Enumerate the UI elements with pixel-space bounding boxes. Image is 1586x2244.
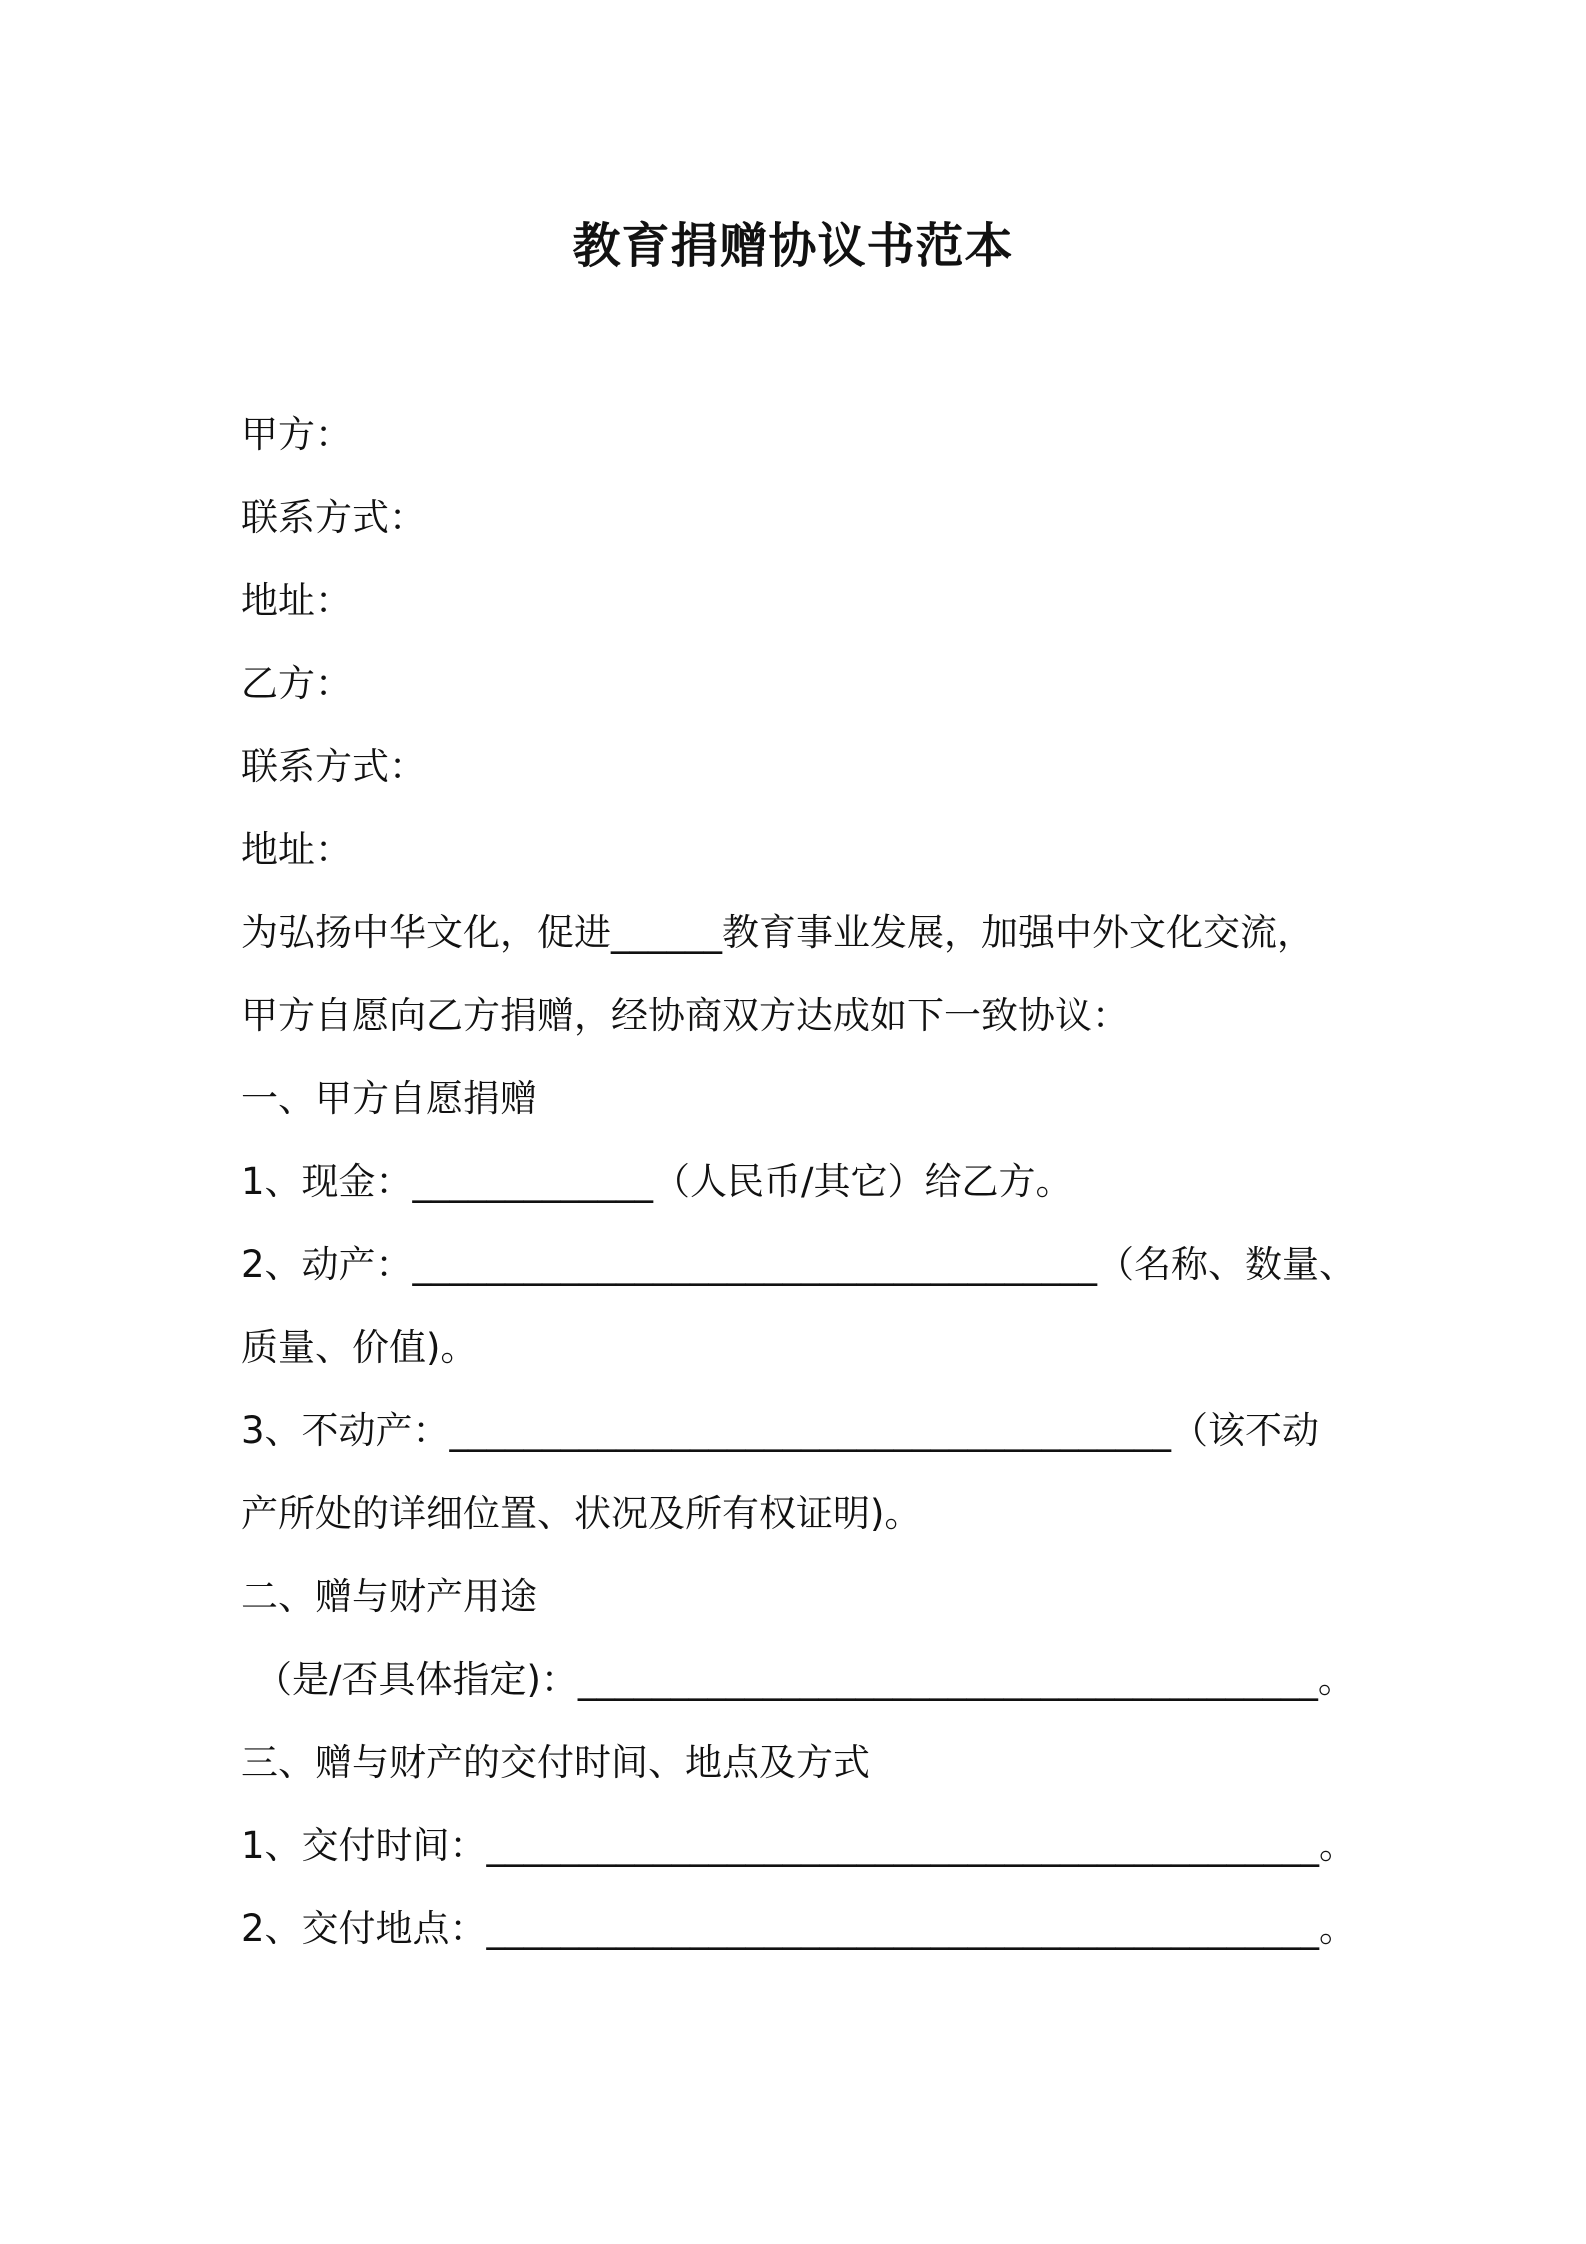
purpose-statement-line-2: 甲方自愿向乙方捐赠，经协商双方达成如下一致协议： — [241, 994, 1129, 1037]
party-b-label: 乙方： — [241, 662, 352, 705]
donation-cash-line: 1、现金：_____________（人民币/其它）给乙方。 — [241, 1160, 1073, 1203]
party-a-contact-label: 联系方式： — [241, 496, 426, 539]
delivery-place-line: 2、交付地点：_____________________________________________。 — [241, 1907, 1357, 1950]
donation-movable-property-line: 2、动产：_____________________________________（名称、数量、 — [241, 1243, 1357, 1286]
donation-real-estate-continuation: 产所处的详细位置、状况及所有权证明)。 — [241, 1492, 922, 1535]
section-heading-delivery: 三、赠与财产的交付时间、地点及方式 — [241, 1741, 870, 1784]
party-a-address-label: 地址： — [241, 579, 352, 622]
party-b-address-label: 地址： — [241, 828, 352, 871]
delivery-time-line: 1、交付时间：_____________________________________________。 — [241, 1824, 1357, 1867]
section-heading-property-use: 二、赠与财产用途 — [241, 1575, 537, 1618]
party-b-contact-label: 联系方式： — [241, 745, 426, 788]
party-a-label: 甲方： — [241, 413, 352, 456]
document-title: 教育捐赠协议书范本 — [572, 218, 1014, 274]
donation-real-estate-line: 3、不动产：_______________________________________（该不动 — [241, 1409, 1320, 1452]
donation-movable-property-continuation: 质量、价值)。 — [241, 1326, 478, 1369]
purpose-statement-line-1: 为弘扬中华文化，促进______教育事业发展，加强中外文化交流， — [241, 911, 1314, 954]
section-heading-donation: 一、甲方自愿捐赠 — [241, 1077, 537, 1120]
document-body — [241, 410, 1366, 1987]
property-use-specification-line: （是/否具体指定)：________________________________________。 — [255, 1658, 1355, 1701]
